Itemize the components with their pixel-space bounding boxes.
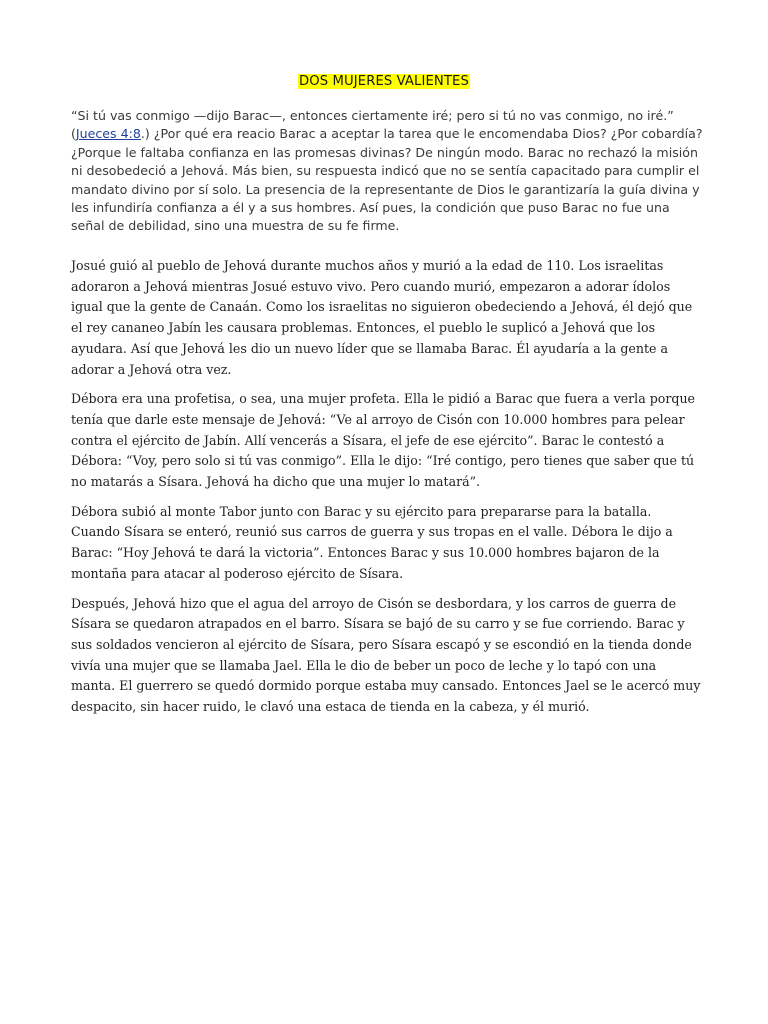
- intro-paragraph: [71, 107, 703, 236]
- title-block: [0, 72, 768, 91]
- document-title: DOS MUJERES VALIENTES: [299, 74, 469, 89]
- story-paragraph: Débora era una profetisa, o sea, una mujer profeta. Ella le pidió a Barac que fuera a verla porque tenía que darle este mensaje de Jehová: “Ve al arroyo de Cisón con 10.000 hombres para pelear contra el ejército de Jabín. Allí vencerás a Sísara, el jefe de ese ejército”. Barac le contestó a Débora: “Voy, pero solo si tú vas conmigo”. Ella le dijo: “Iré contigo, pero tienes que saber que tú no matarás a Sísara. Jehová ha dicho que una mujer lo matará”.: [71, 391, 696, 490]
- story-body: [71, 256, 703, 718]
- story-paragraph: Josué guió al pueblo de Jehová durante muchos años y murió a la edad de 110. Los israelitas adoraron a Jehová mientras Josué estuvo vivo. Pero cuando murió, empezaron a adorar ídolos igual que la gente de Canaán. Como los israelitas no siguieron obedeciendo a Jehová, él dejó que el rey cananeo Jabín les causara problemas. Entonces, el pueblo le suplicó a Jehová que los ayudara. Así que Jehová les dio un nuevo líder que se llamaba Barac. Él ayudaría a la gente a adorar a Jehová otra vez.: [71, 258, 693, 377]
- scripture-reference-link[interactable]: Jueces 4:8: [75, 126, 141, 142]
- story-paragraph: Débora subió al monte Tabor junto con Barac y su ejército para prepararse para la batalla. Cuando Sísara se enteró, reunió sus carros de guerra y sus tropas en el valle. Débora le dijo a Barac: “Hoy Jehová te dará la victoria”. Entonces Barac y sus 10.000 hombres bajaron de la montaña para atacar al poderoso ejército de Sísara.: [71, 503, 673, 581]
- intro-quote-text: “Si tú vas conmigo —dijo Barac—, entonces ciertamente iré; pero si tú no vas conmigo, no iré.” (: [71, 108, 674, 142]
- story-paragraph: Después, Jehová hizo que el agua del arroyo de Cisón se desbordara, y los carros de guerra de Sísara se quedaron atrapados en el barro. Sísara se bajó de su carro y se fue corriendo. Barac y sus soldados vencieron al ejército de Sísara, pero Sísara escapó y se escondió en la tienda donde vivía una mujer que se llamaba Jael. Ella le dio de beber un poco de leche y lo tapó con una manta. El guerrero se quedó dormido porque estaba muy cansado. Entonces Jael se le acercó muy despacito, sin hacer ruido, le clavó una estaca de tienda en la cabeza, y él murió.: [71, 595, 701, 715]
- intro-commentary-text: .) ¿Por qué era reacio Barac a aceptar la tarea que le encomendaba Dios? ¿Por cobardía? ¿Porque le faltaba confianza en las promesas divinas? De ningún modo. Barac no rechazó la misión ni desobedeció a Jehová. Más bien, su respuesta indicó que no se sentía capacitado para cumplir el mandato divino por sí solo. La presencia de la representante de Dios le garantizaría la guía divina y les infundiría confianza a él y a sus hombres. Así pues, la condición que puso Barac no fue una señal de debilidad, sino una muestra de su fe firme.: [71, 126, 703, 234]
